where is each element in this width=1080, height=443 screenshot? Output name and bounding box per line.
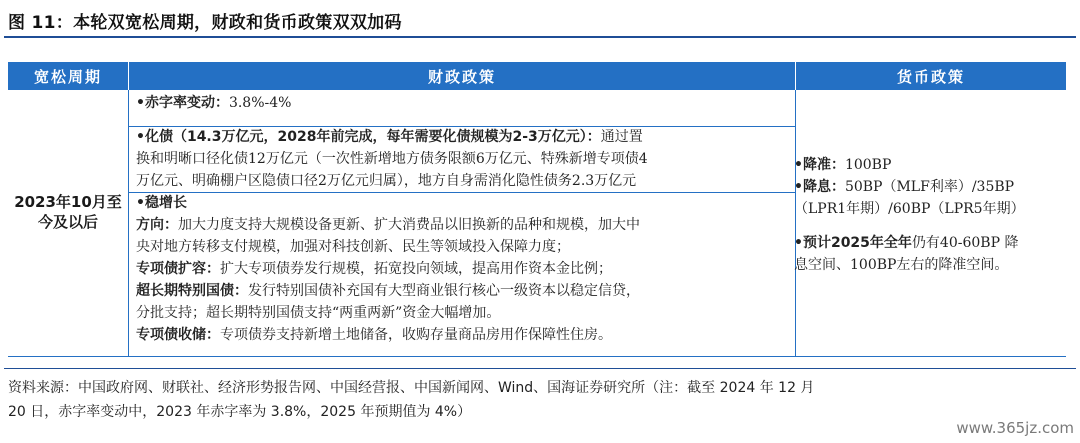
fiscal-growth xyxy=(136,192,640,346)
acquire-text: 专项债券支持新增土地储备，收购存量商品房用作保障性住房。 xyxy=(220,327,612,343)
deficit-value: 3.8%-4% xyxy=(228,95,292,111)
figure-title: 图 11：本轮双宽松周期，财政和货币政策双双加码 xyxy=(8,13,402,33)
rate-cut-line1: 50BP（MLF利率）/35BP xyxy=(844,179,1015,195)
special-bond-label: 专项债扩容： xyxy=(136,261,220,277)
fiscal-debt xyxy=(136,126,648,192)
direction-label: 方向： xyxy=(136,217,178,233)
period-cell xyxy=(8,192,128,232)
monetary-policy xyxy=(794,154,1025,276)
header-period: 宽松周期 xyxy=(8,62,128,90)
table-bottom-line xyxy=(8,356,1066,357)
header-fiscal: 财政政策 xyxy=(129,62,795,90)
header-monetary: 货币政策 xyxy=(796,62,1066,90)
source-line-1: 资料来源：中国政府网、财联社、经济形势报告网、中国经营报、中国新闻网、Wind、国海证券研究所（注：截至 2024 年 12 月 xyxy=(8,380,815,396)
direction-line1: 加大力度支持大规模设备更新、扩大消费品以旧换新的品种和规模，加大中 xyxy=(178,217,640,233)
acquire-label: 专项债收储： xyxy=(136,327,220,343)
direction-line2: 央对地方转移支付规模，加强对科技创新、民生等领域投入保障力度； xyxy=(136,239,570,255)
debt-line1: 通过置 xyxy=(600,129,643,145)
period-line-2: 今及以后 xyxy=(37,213,98,231)
forecast-label: •预计2025年全年 xyxy=(794,235,912,251)
debt-label: •化债（14.3万亿元，2028年前完成，每年需要化债规模为2-3万亿元）： xyxy=(136,129,601,145)
title-rule xyxy=(4,36,1076,38)
period-line-1: 2023年10月至 xyxy=(14,193,122,211)
ultra-bond-label: 超长期特别国债： xyxy=(136,283,248,299)
forecast-line2: 息空间、100BP左右的降准空间。 xyxy=(794,257,1009,273)
debt-line2: 换和明晰口径化债12万亿元（一次性新增地方债务限额6万亿元、特殊新增专项债4 xyxy=(136,151,648,167)
rrr-label: •降准： xyxy=(794,157,845,173)
deficit-label: •赤字率变动： xyxy=(136,95,229,111)
fiscal-deficit xyxy=(136,92,291,114)
col-divider-1 xyxy=(128,90,129,357)
rate-cut-line2: （LPR1年期）/60BP（LPR5年期） xyxy=(794,201,1025,217)
watermark: www.365jz.com xyxy=(956,419,1074,437)
debt-line3: 万亿元、明确棚户区隐债口径2万亿元归属），地方自身需消化隐性债务2.3万亿元 xyxy=(136,173,637,189)
growth-label: •稳增长 xyxy=(136,195,187,211)
source-note xyxy=(8,376,1068,424)
source-line-2: 20 日，赤字率变动中，2023 年赤字率为 3.8%，2025 年预期值为 4%） xyxy=(8,404,472,420)
source-rule xyxy=(4,368,1076,369)
ultra-bond-line2: 分批支持；超长期特别国债支持“两重两新”资金大幅增加。 xyxy=(136,305,501,321)
rrr-value: 100BP xyxy=(844,157,892,173)
rate-cut-label: •降息： xyxy=(794,179,845,195)
special-bond-text: 扩大专项债券发行规模，拓宽投向领域，提高用作资本金比例； xyxy=(220,261,612,277)
ultra-bond-line1: 发行特别国债补充国有大型商业银行核心一级资本以稳定信贷， xyxy=(248,283,640,299)
forecast-line1: 仍有40-60BP 降 xyxy=(911,235,1019,251)
